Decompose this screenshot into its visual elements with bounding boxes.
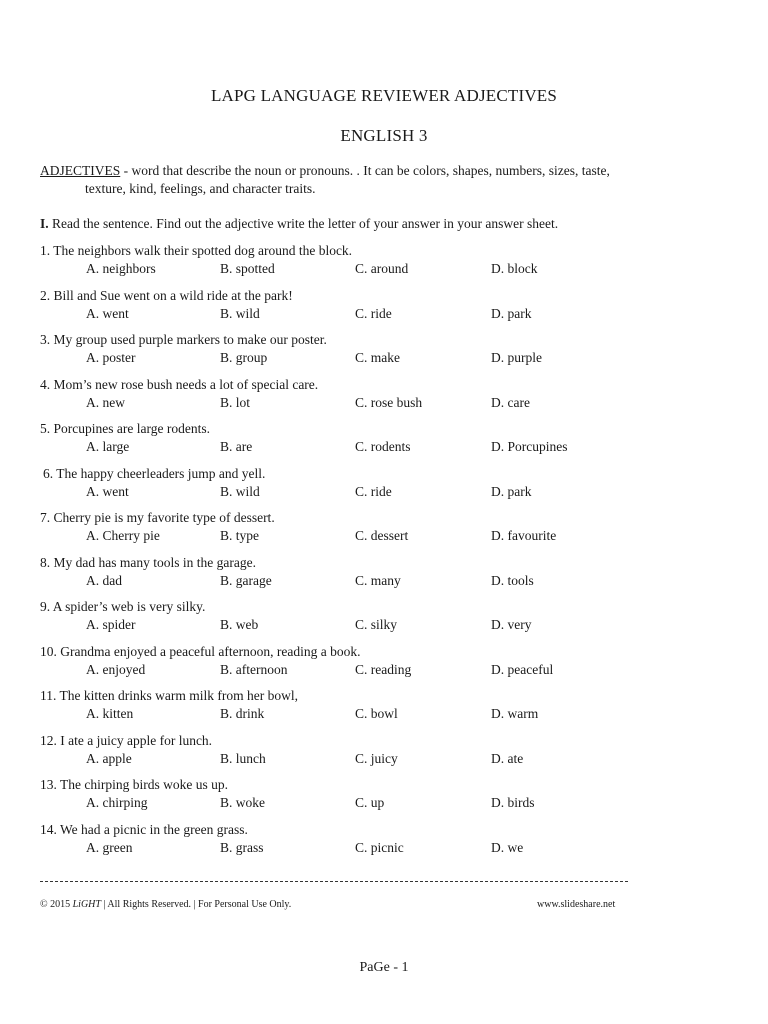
question-text: 5. Porcupines are large rodents. bbox=[40, 421, 210, 436]
definition-term: ADJECTIVES bbox=[40, 163, 121, 178]
question-item bbox=[0, 775, 768, 820]
option-a: A. spider bbox=[86, 617, 136, 632]
option-d: D. warm bbox=[491, 706, 539, 721]
option-c: C. ride bbox=[355, 483, 392, 499]
option-d: D. ate bbox=[491, 750, 524, 766]
question-text: 12. I ate a juicy apple for lunch. bbox=[40, 732, 213, 748]
option-d: D. peaceful bbox=[491, 661, 554, 677]
option-a: A. dad bbox=[86, 572, 122, 588]
option-c: C. picnic bbox=[355, 839, 404, 855]
option-c: C. up bbox=[355, 795, 385, 810]
question-item bbox=[0, 419, 768, 464]
option-a: A. neighbors bbox=[86, 261, 156, 276]
option-b: B. drink bbox=[220, 706, 265, 721]
option-c: C. silky bbox=[355, 617, 398, 632]
footer-site: www.slideshare.net bbox=[537, 899, 616, 910]
option-c: C. bowl bbox=[355, 706, 398, 721]
option-c: C. rose bush bbox=[355, 394, 423, 410]
option-c: C. many bbox=[355, 572, 401, 588]
option-d: D. park bbox=[491, 305, 532, 321]
option-a: A. new bbox=[86, 394, 125, 410]
question-item bbox=[0, 330, 768, 375]
question-text: 11. The kitten drinks warm milk from her bowl, bbox=[40, 688, 298, 703]
option-b: B. woke bbox=[220, 795, 265, 810]
adjective-definition bbox=[40, 162, 690, 198]
definition-text-line1: - word that describe the noun or pronouns. . It can be colors, shapes, numbers, sizes, taste, bbox=[120, 163, 610, 178]
page-number: PaGe - 1 bbox=[359, 960, 409, 975]
option-d: D. very bbox=[491, 617, 532, 632]
option-b: B. web bbox=[220, 617, 259, 632]
option-c: C. make bbox=[355, 350, 400, 365]
question-item bbox=[0, 731, 768, 776]
question-text: 9. A spider’s web is very silky. bbox=[40, 599, 206, 614]
definition-text-line2: texture, kind, feelings, and character traits. bbox=[85, 181, 316, 196]
question-item bbox=[0, 642, 768, 687]
option-a: A. went bbox=[86, 483, 129, 499]
option-d: D. care bbox=[491, 394, 530, 410]
question-item bbox=[0, 597, 768, 642]
question-text: 7. Cherry pie is my favorite type of dessert. bbox=[40, 510, 275, 525]
option-d: D. we bbox=[491, 839, 524, 855]
option-b: B. wild bbox=[220, 305, 260, 321]
question-text: 3. My group used purple markers to make our poster. bbox=[40, 332, 327, 347]
footer-divider bbox=[40, 881, 628, 882]
question-text: 1. The neighbors walk their spotted dog around the block. bbox=[40, 243, 353, 258]
question-item bbox=[0, 508, 768, 553]
question-item bbox=[0, 553, 768, 598]
option-d: D. birds bbox=[491, 795, 535, 810]
option-b: B. spotted bbox=[220, 261, 275, 276]
option-d: D. purple bbox=[491, 350, 542, 365]
option-a: A. enjoyed bbox=[86, 661, 146, 677]
option-c: C. dessert bbox=[355, 528, 409, 543]
document-subtitle: ENGLISH 3 bbox=[340, 126, 428, 145]
option-b: B. are bbox=[220, 439, 253, 454]
question-item bbox=[0, 464, 768, 509]
option-b: B. lot bbox=[220, 394, 251, 410]
question-text: 10. Grandma enjoyed a peaceful afternoon, reading a book. bbox=[40, 643, 361, 659]
option-b: B. afternoon bbox=[220, 661, 288, 677]
option-a: A. kitten bbox=[86, 706, 134, 721]
option-c: C. rodents bbox=[355, 439, 411, 454]
option-d: D. tools bbox=[491, 572, 534, 588]
instruction-number: I. bbox=[40, 216, 49, 231]
option-a: A. green bbox=[86, 839, 133, 855]
option-b: B. group bbox=[220, 350, 268, 365]
option-a: A. apple bbox=[86, 750, 132, 766]
question-text: 13. The chirping birds woke us up. bbox=[40, 777, 228, 792]
option-a: A. Cherry pie bbox=[86, 528, 160, 543]
option-d: D. favourite bbox=[491, 528, 557, 543]
question-item bbox=[0, 286, 768, 331]
footer-copyright bbox=[40, 899, 291, 910]
option-b: B. grass bbox=[220, 839, 264, 855]
option-a: A. large bbox=[86, 439, 130, 454]
option-b: B. lunch bbox=[220, 750, 266, 766]
copyright-text: © 2015 bbox=[40, 899, 73, 910]
question-text: 8. My dad has many tools in the garage. bbox=[40, 554, 256, 570]
question-text: 2. Bill and Sue went on a wild ride at the park! bbox=[40, 287, 293, 303]
question-item bbox=[0, 820, 768, 865]
option-d: D. park bbox=[491, 483, 532, 499]
option-d: D. Porcupines bbox=[491, 439, 568, 454]
question-text: 14. We had a picnic in the green grass. bbox=[40, 821, 248, 837]
option-a: A. went bbox=[86, 305, 129, 321]
question-item bbox=[0, 241, 768, 286]
option-b: B. wild bbox=[220, 483, 260, 499]
brand-name: LiGHT bbox=[72, 899, 101, 910]
question-list bbox=[0, 241, 768, 864]
instruction-text: Read the sentence. Find out the adjective write the letter of your answer in your answer sheet. bbox=[48, 216, 559, 231]
option-d: D. block bbox=[491, 261, 538, 276]
question-item bbox=[0, 375, 768, 420]
instruction bbox=[40, 216, 680, 232]
question-text: 4. Mom’s new rose bush needs a lot of special care. bbox=[40, 376, 319, 392]
rights-text: | All Rights Reserved. | For Personal Use Only. bbox=[100, 899, 292, 910]
option-c: C. juicy bbox=[355, 750, 398, 766]
question-text: 6. The happy cheerleaders jump and yell. bbox=[43, 465, 266, 481]
document-title: LAPG LANGUAGE REVIEWER ADJECTIVES bbox=[210, 86, 558, 105]
option-a: A. chirping bbox=[86, 795, 148, 810]
option-b: B. garage bbox=[220, 572, 272, 588]
option-b: B. type bbox=[220, 528, 259, 543]
option-c: C. ride bbox=[355, 305, 392, 321]
option-c: C. around bbox=[355, 261, 409, 276]
question-item bbox=[0, 686, 768, 731]
option-a: A. poster bbox=[86, 350, 136, 365]
option-c: C. reading bbox=[355, 661, 412, 677]
